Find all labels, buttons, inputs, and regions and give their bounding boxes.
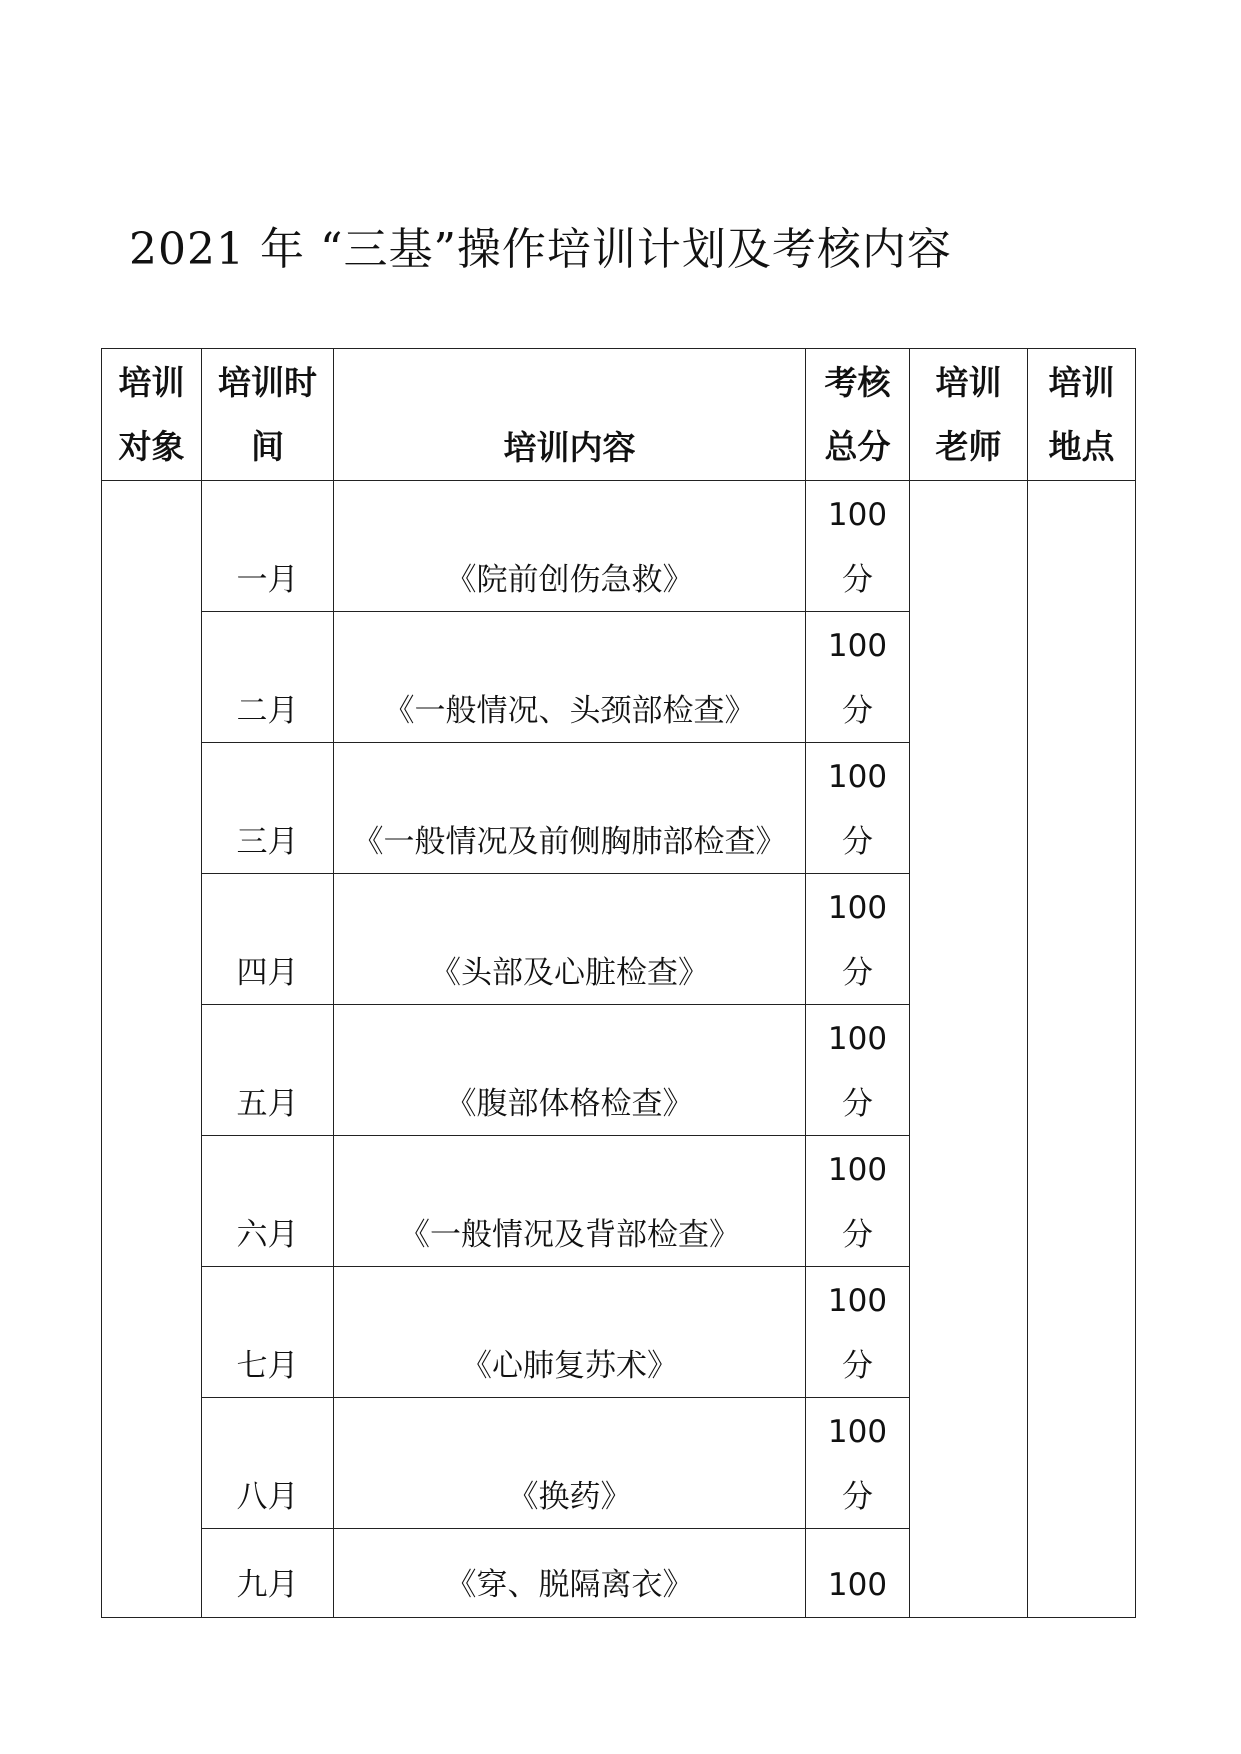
score-unit: 分 (842, 1348, 873, 1384)
score-value: 100 (827, 1414, 888, 1450)
score-unit: 分 (842, 824, 873, 860)
score-value: 100 (827, 759, 888, 795)
month-cell (202, 1005, 334, 1136)
header-training-teacher (910, 349, 1028, 481)
training-plan-table (101, 348, 1136, 1618)
content-cell (334, 1005, 806, 1136)
score-unit: 分 (842, 1217, 873, 1253)
content-label: 《头部及心脏检查》 (430, 955, 709, 991)
header-exam-score-line2: 总分 (824, 427, 891, 466)
table-header-row (102, 349, 1136, 481)
month-cell (202, 743, 334, 874)
training-target-cell (102, 481, 202, 1618)
month-label: 一月 (236, 562, 299, 598)
content-label: 《心肺复苏术》 (461, 1348, 678, 1384)
header-training-location (1028, 349, 1136, 481)
month-cell (202, 612, 334, 743)
score-value: 100 (827, 497, 888, 533)
content-cell (334, 743, 806, 874)
score-cell (806, 874, 910, 1005)
score-value: 100 (827, 1567, 888, 1603)
month-label: 七月 (236, 1348, 299, 1384)
header-training-time-line1: 培训时 (218, 363, 317, 402)
score-value: 100 (827, 628, 888, 664)
month-label: 二月 (236, 693, 299, 729)
document-title: 2021 年 “三基”操作培训计划及考核内容 (129, 224, 952, 275)
month-cell (202, 1136, 334, 1267)
content-label: 《一般情况、头颈部检查》 (383, 693, 756, 729)
score-unit: 分 (842, 1479, 873, 1515)
month-label: 五月 (236, 1086, 299, 1122)
content-label: 《院前创伤急救》 (445, 562, 694, 598)
month-label: 六月 (236, 1217, 299, 1253)
month-cell (202, 1267, 334, 1398)
score-cell (806, 1267, 910, 1398)
header-training-content-label: 培训内容 (503, 428, 636, 467)
header-training-target-line2: 对象 (118, 427, 185, 466)
content-cell (334, 874, 806, 1005)
score-cell (806, 1529, 910, 1618)
content-cell (334, 1267, 806, 1398)
month-label: 八月 (236, 1479, 299, 1515)
month-cell (202, 481, 334, 612)
header-training-location-line1: 培训 (1048, 363, 1115, 402)
content-cell (334, 1398, 806, 1529)
header-training-target-line1: 培训 (118, 363, 185, 402)
header-exam-score-line1: 考核 (824, 363, 891, 402)
content-cell (334, 612, 806, 743)
score-cell (806, 1398, 910, 1529)
score-value: 100 (827, 890, 888, 926)
content-label: 《穿、脱隔离衣》 (445, 1567, 694, 1603)
header-exam-score (806, 349, 910, 481)
month-label: 九月 (236, 1567, 299, 1603)
score-cell (806, 481, 910, 612)
content-label: 《一般情况及背部检查》 (399, 1217, 740, 1253)
content-cell (334, 481, 806, 612)
content-cell (334, 1529, 806, 1618)
month-label: 三月 (236, 824, 299, 860)
month-label: 四月 (236, 955, 299, 991)
training-location-cell (1028, 481, 1136, 1618)
header-training-content (334, 349, 806, 481)
score-cell (806, 1005, 910, 1136)
content-cell (334, 1136, 806, 1267)
score-value: 100 (827, 1283, 888, 1319)
score-value: 100 (827, 1152, 888, 1188)
content-label: 《一般情况及前侧胸肺部检查》 (352, 824, 787, 860)
table-row (102, 481, 1136, 612)
month-cell (202, 1398, 334, 1529)
header-training-target (102, 349, 202, 481)
header-training-location-line2: 地点 (1048, 427, 1115, 466)
header-training-teacher-line1: 培训 (935, 363, 1002, 402)
header-training-teacher-line2: 老师 (935, 427, 1002, 466)
score-cell (806, 612, 910, 743)
score-unit: 分 (842, 955, 873, 991)
score-unit: 分 (842, 562, 873, 598)
header-training-time (202, 349, 334, 481)
score-unit: 分 (842, 693, 873, 729)
header-training-time-line2: 间 (251, 427, 284, 466)
content-label: 《腹部体格检查》 (445, 1086, 694, 1122)
month-cell (202, 874, 334, 1005)
score-value: 100 (827, 1021, 888, 1057)
score-cell (806, 743, 910, 874)
score-cell (806, 1136, 910, 1267)
month-cell (202, 1529, 334, 1618)
training-teacher-cell (910, 481, 1028, 1618)
score-unit: 分 (842, 1086, 873, 1122)
content-label: 《换药》 (507, 1479, 632, 1515)
